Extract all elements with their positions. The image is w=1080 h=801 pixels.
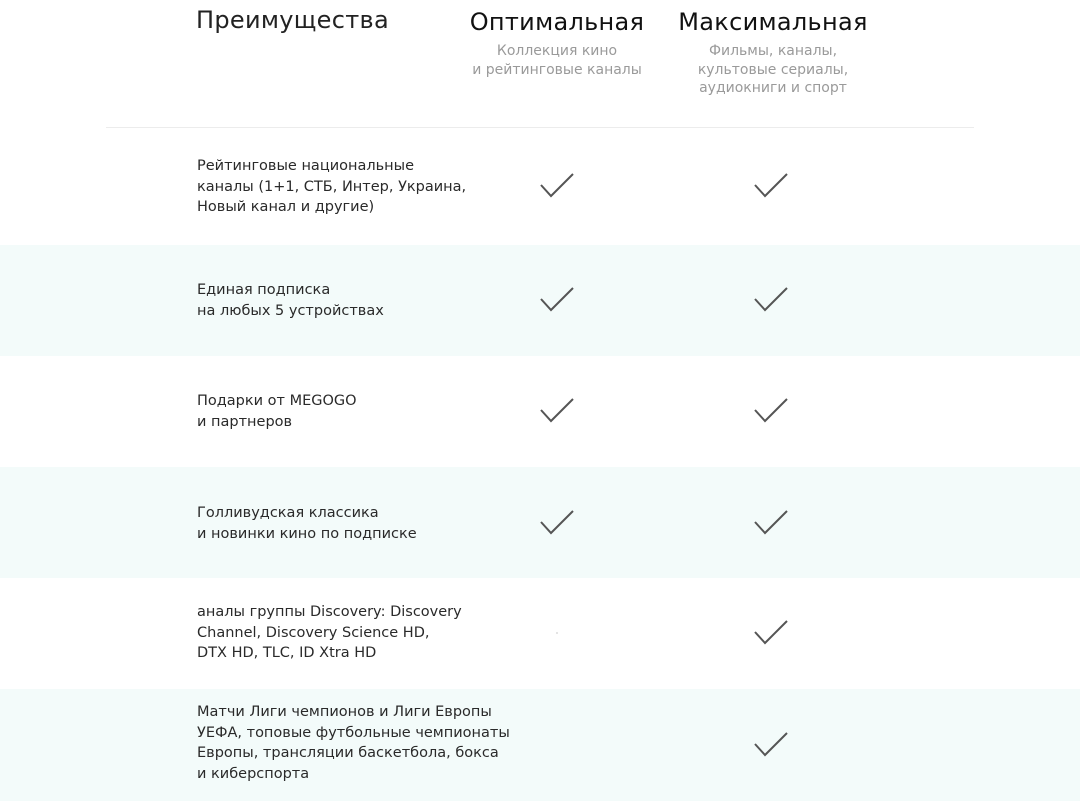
- plan-optimal-name: Оптимальная: [469, 8, 645, 36]
- check-icon: [751, 613, 791, 653]
- check-icon: [751, 166, 791, 206]
- plan-maximal-name: Максимальная: [678, 8, 868, 36]
- check-icon: [537, 280, 577, 320]
- row-label: аналы группы Discovery: Discovery Channel, Discovery Science HD, DTX HD, TLC, ID Xtra HD: [197, 604, 462, 661]
- plan-optimal-header: [437, 8, 677, 79]
- check-icon: [751, 280, 791, 320]
- check-icon: [537, 503, 577, 543]
- empty-cell-marker: [537, 613, 577, 653]
- check-icon: [537, 391, 577, 431]
- plan-optimal-description: Коллекция кино и рейтинговые каналы: [472, 43, 642, 78]
- check-icon: [751, 725, 791, 765]
- comparison-header: [0, 0, 1080, 128]
- table-row: [0, 689, 1080, 801]
- check-icon: [537, 166, 577, 206]
- table-row: [0, 467, 1080, 578]
- table-row: [0, 245, 1080, 356]
- row-label: Подарки от MEGOGO и партнеров: [197, 393, 357, 430]
- table-row: [0, 356, 1080, 467]
- row-label: Матчи Лиги чемпионов и Лиги Европы УЕФА, топовые футбольные чемпионаты Европы, трансляции баскетбола, бокса и киберспорта: [197, 704, 510, 782]
- benefits-column-title: Преимущества: [196, 6, 389, 34]
- row-label: Единая подписка на любых 5 устройствах: [197, 282, 384, 319]
- row-label: Рейтинговые национальные каналы (1+1, СТБ, Интер, Украина, Новый канал и другие): [197, 158, 467, 215]
- check-icon: [751, 391, 791, 431]
- table-row: [0, 578, 1080, 689]
- plan-maximal-header: [653, 8, 893, 98]
- row-label: Голливудская классика и новинки кино по подписке: [197, 505, 417, 542]
- check-icon: [751, 503, 791, 543]
- table-row: [0, 128, 1080, 245]
- plan-maximal-description: Фильмы, каналы, культовые сериалы, аудиокниги и спорт: [697, 43, 849, 96]
